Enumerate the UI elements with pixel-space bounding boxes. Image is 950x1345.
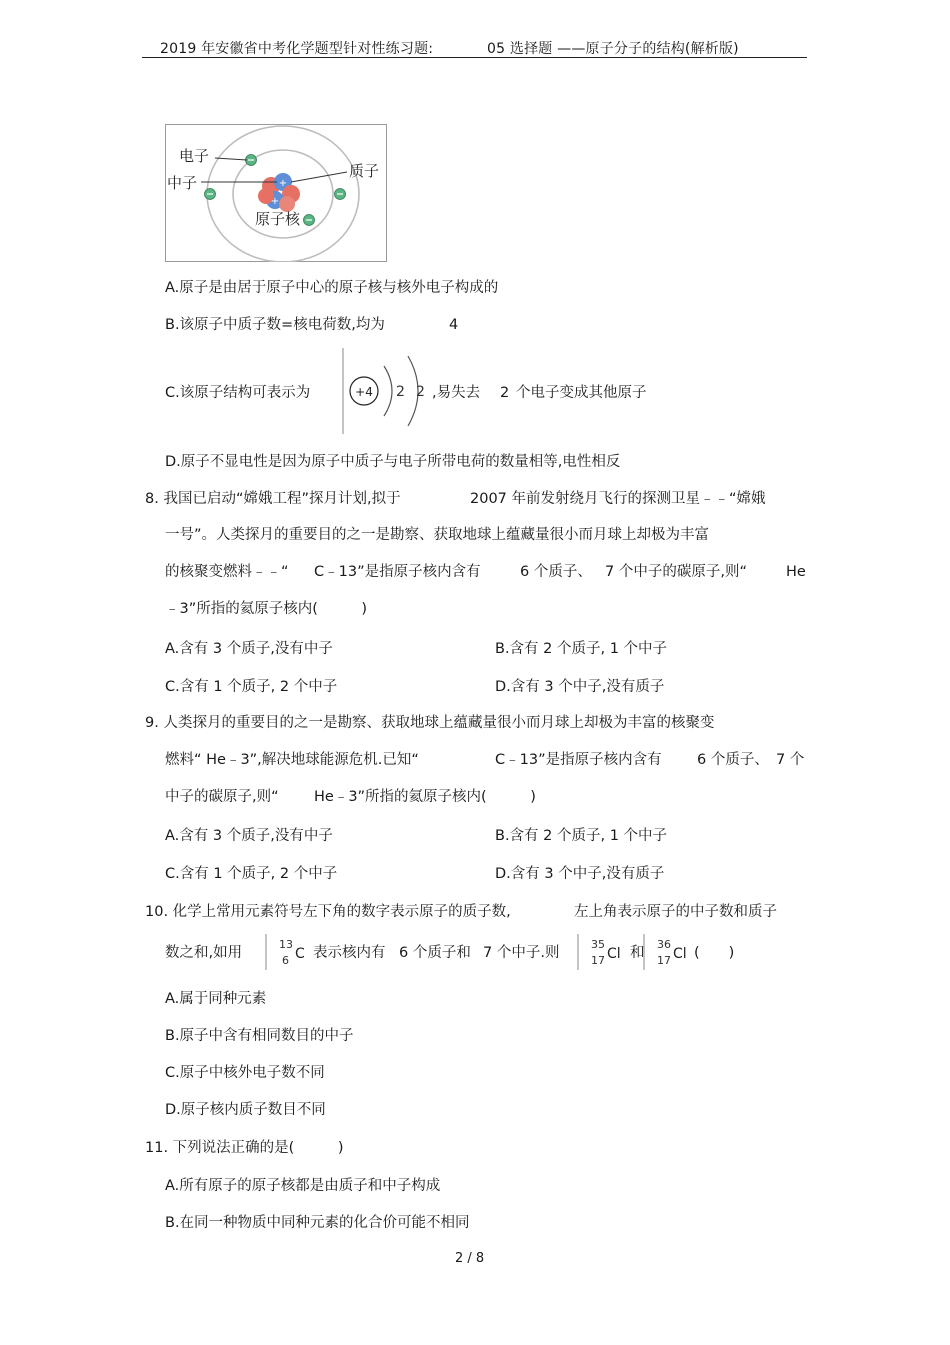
struct-shell1: 2 bbox=[396, 384, 405, 400]
q8-line2: 一号”。人类探月的重要目的之一是勘察、获取地球上蕴藏量很小而月球上却极为丰富 bbox=[165, 527, 710, 543]
q8-option-d: D.含有 3 个中子,没有质子 bbox=[495, 679, 665, 695]
q10-line2e: 和 bbox=[630, 945, 645, 961]
label-proton: 质子 bbox=[349, 162, 380, 180]
q8-line1a: 8. 我国已启动“嫦娥工程”探月计划,拟于 bbox=[145, 491, 401, 507]
q8-line3d: 7 个中子的碳原子,则“ bbox=[605, 564, 747, 580]
q8-option-a: A.含有 3 个质子,没有中子 bbox=[165, 641, 333, 657]
q9-line3b: He﹣3”所指的氦原子核内( ) bbox=[314, 789, 536, 805]
isotope-c13-notation bbox=[265, 934, 307, 970]
iso1-mass: 13 bbox=[279, 938, 293, 951]
q9-option-b: B.含有 2 个质子, 1 个中子 bbox=[495, 828, 668, 844]
q7-option-d: D.原子不显电性是因为原子中质子与电子所带电荷的数量相等,电性相反 bbox=[165, 454, 621, 470]
isotope-cl35-notation bbox=[577, 934, 625, 970]
label-electron: 电子 bbox=[179, 147, 210, 165]
page-header-left: 2019 年安徽省中考化学题型针对性练习题: bbox=[160, 41, 434, 57]
atom-structure-figure bbox=[165, 124, 387, 262]
q7-option-c-mid: ,易失去 bbox=[432, 385, 481, 401]
struct-nucleus: +4 bbox=[355, 385, 373, 399]
q8-line4: ﹣3”所指的氦原子核内( ) bbox=[165, 601, 368, 617]
label-nucleus: 原子核 bbox=[255, 210, 301, 228]
shell-arc-icon bbox=[384, 366, 392, 416]
iso2-mass: 35 bbox=[591, 938, 605, 951]
q7-option-c-end: 个电子变成其他原子 bbox=[516, 385, 647, 401]
svg-text:+: + bbox=[270, 196, 280, 207]
svg-text:+: + bbox=[278, 178, 288, 189]
page-header-right: 05 选择题 ——原子分子的结构(解析版) bbox=[487, 41, 739, 57]
page-number: 2 / 8 bbox=[455, 1251, 485, 1266]
iso2-symbol: Cl bbox=[607, 946, 621, 962]
q10-option-d: D.原子核内质子数目不同 bbox=[165, 1102, 326, 1118]
q8-line3a: 的核聚变燃料﹣﹣“ bbox=[165, 564, 289, 580]
q11-option-a: A.所有原子的原子核都是由质子和中子构成 bbox=[165, 1178, 441, 1194]
q7-option-b-value: 4 bbox=[449, 317, 459, 333]
q11-stem: 11. 下列说法正确的是( ) bbox=[145, 1140, 344, 1156]
q8-line3c: 6 个质子、 bbox=[520, 564, 592, 580]
iso3-z: 17 bbox=[657, 954, 671, 967]
label-neutron: 中子 bbox=[167, 174, 198, 192]
q9-option-d: D.含有 3 个中子,没有质子 bbox=[495, 866, 665, 882]
q7-option-b: B.该原子中质子数=核电荷数,均为 bbox=[165, 317, 385, 333]
isotope-cl36-notation bbox=[643, 934, 691, 970]
q7-option-a: A.原子是由居于原子中心的原子核与核外电子构成的 bbox=[165, 280, 499, 296]
q9-option-c: C.含有 1 个质子, 2 个中子 bbox=[165, 866, 338, 882]
q7-option-c: C.该原子结构可表示为 bbox=[165, 385, 311, 401]
q10-line2f: ( ) bbox=[694, 945, 735, 961]
q10-option-a: A.属于同种元素 bbox=[165, 991, 267, 1007]
q9-line3a: 中子的碳原子,则“ bbox=[165, 789, 279, 805]
q10-option-c: C.原子中核外电子数不同 bbox=[165, 1065, 325, 1081]
q9-line2a: 燃料“ He﹣3”,解决地球能源危机.已知“ bbox=[165, 752, 419, 768]
q9-line2c: 6 个质子、 bbox=[697, 752, 769, 768]
q8-line3b: C﹣13”是指原子核内含有 bbox=[314, 564, 481, 580]
q10-line2d: 7 个中子.则 bbox=[483, 945, 560, 961]
iso3-mass: 36 bbox=[657, 938, 671, 951]
iso3-symbol: Cl bbox=[673, 946, 687, 962]
q8-option-b: B.含有 2 个质子, 1 个中子 bbox=[495, 641, 668, 657]
q10-option-b: B.原子中含有相同数目的中子 bbox=[165, 1028, 354, 1044]
iso1-z: 6 bbox=[282, 954, 289, 967]
q7-option-c-num: 2 bbox=[500, 385, 510, 401]
q10-line1b: 左上角表示原子的中子数和质子 bbox=[574, 904, 777, 920]
q9-line2d: 7 个 bbox=[776, 752, 805, 768]
q10-line2a: 数之和,如用 bbox=[165, 945, 243, 961]
q9-option-a: A.含有 3 个质子,没有中子 bbox=[165, 828, 333, 844]
q10-line2b: 表示核内有 bbox=[313, 945, 386, 961]
atomic-structure-diagram bbox=[342, 348, 430, 434]
q8-option-c: C.含有 1 个质子, 2 个中子 bbox=[165, 679, 338, 695]
header-divider bbox=[142, 57, 807, 58]
iso1-symbol: C bbox=[295, 946, 305, 962]
q9-line1: 9. 人类探月的重要目的之一是勘察、获取地球上蕴藏量很小而月球上却极为丰富的核聚变 bbox=[145, 715, 715, 731]
q9-line2b: C﹣13”是指原子核内含有 bbox=[495, 752, 662, 768]
q10-line1a: 10. 化学上常用元素符号左下角的数字表示原子的质子数, bbox=[145, 904, 511, 920]
q8-line3e: He bbox=[786, 564, 806, 580]
iso2-z: 17 bbox=[591, 954, 605, 967]
q11-option-b: B.在同一种物质中同种元素的化合价可能不相同 bbox=[165, 1215, 470, 1231]
q8-line1b: 2007 年前发射绕月飞行的探测卫星﹣﹣“嫦娥 bbox=[470, 491, 766, 507]
q10-line2c: 6 个质子和 bbox=[399, 945, 471, 961]
struct-shell2: 2 bbox=[416, 384, 425, 400]
